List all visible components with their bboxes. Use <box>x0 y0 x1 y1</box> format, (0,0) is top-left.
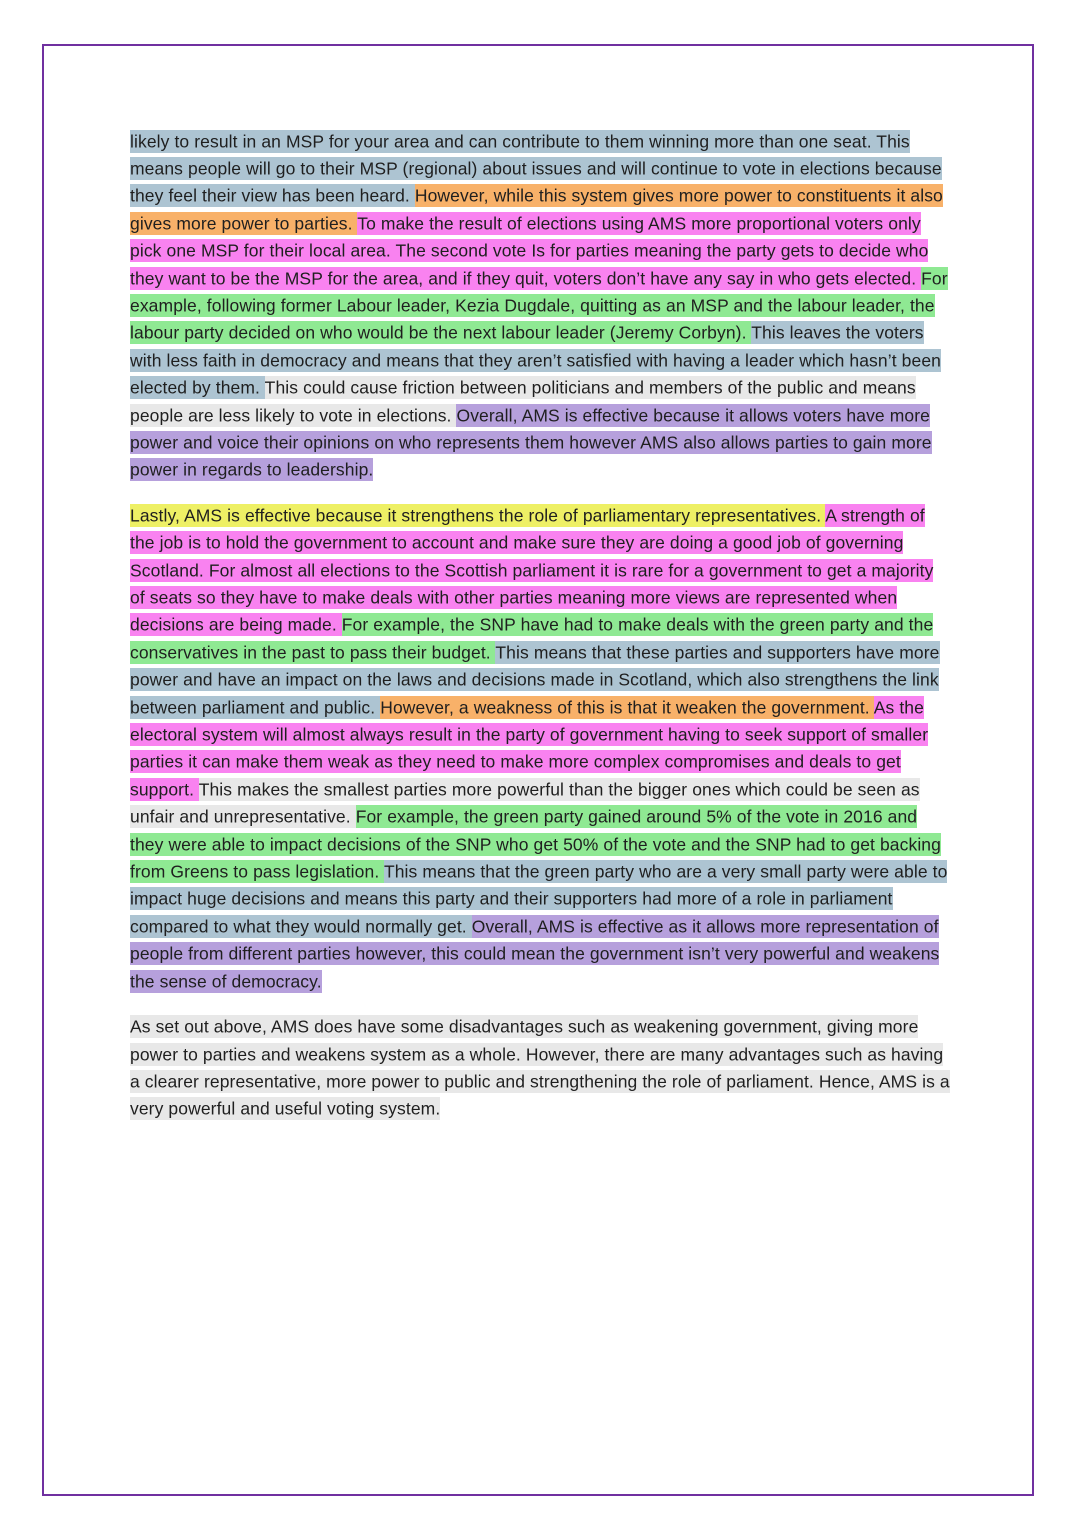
highlighted-sentence: A strength of the job is to hold the government to account and make sure they are doing a good job of governing Scotland. For almost all elections to the Scottish parliament it is rare for a government to get a majority of seats so they have to make deals with other parties meaning more views are represented when decisions are being made. <box>130 505 934 635</box>
highlighted-sentence: However, while this system gives more power to constituents it also gives more power to parties. <box>130 185 943 234</box>
highlighted-sentence: For example, the SNP have had to make deals with the green party and the conservatives in the past to pass their budget. <box>130 614 934 663</box>
highlighted-sentence: This means that these parties and supporters have more power and have an impact on the laws and decisions made in Scotland, which also strengthens the link between parliament and public. <box>130 642 940 718</box>
document-body <box>130 128 952 1141</box>
highlighted-sentence: Overall, AMS is effective as it allows more representation of people from different parties however, this could mean the government isn’t very powerful and weakens the sense of democracy. <box>130 916 940 992</box>
highlighted-sentence: As the electoral system will almost always result in the party of government having to seek support of smaller parties it can make them weak as they need to make more complex compromises and deals to get support. <box>130 697 929 800</box>
highlighted-sentence: likely to result in an MSP for your area and can contribute to them winning more than one seat. This means people will go to their MSP (regional) about issues and will continue to vote in elections because they feel their view has been heard. <box>130 131 942 206</box>
highlighted-sentence: This could cause friction between politicians and members of the public and means people are less likely to vote in elections. <box>130 377 916 426</box>
highlighted-sentence: For example, following former Labour leader, Kezia Dugdale, quitting as an MSP and the labour leader, the labour party decided on who would be the next labour leader (Jeremy Corbyn). <box>130 268 948 343</box>
highlighted-sentence: For example, the green party gained around 5% of the vote in 2016 and they were able to impact decisions of the SNP who get 50% of the vote and the SNP had to get backing from Greens to pass legislation. <box>130 806 941 882</box>
highlighted-sentence: Lastly, AMS is effective because it strengthens the role of parliamentary representatives. <box>130 505 826 526</box>
highlighted-sentence: This makes the smallest parties more powerful than the bigger ones which could be seen as unfair and unrepresentative. <box>130 779 920 827</box>
highlighted-sentence: This leaves the voters with less faith in democracy and means that they aren’t satisfied with having a leader which hasn’t been elected by them. <box>130 322 941 398</box>
paragraph <box>130 128 952 484</box>
highlighted-sentence: To make the result of elections using AMS more proportional voters only pick one MSP for their local area. The second vote Is for parties meaning the party gets to decide who they want to be the MSP for the area, and if they quit, voters don’t have any say in who gets elected. <box>130 213 929 289</box>
paragraph <box>130 502 952 995</box>
paragraph <box>130 1014 952 1124</box>
highlighted-sentence: This means that the green party who are a very small party were able to impact huge decisions and means this party and their supporters had more of a role in parliament compared to what they would normally get. <box>130 861 948 937</box>
highlighted-sentence: As set out above, AMS does have some disadvantages such as weakening government, giving more power to parties and weakens system as a whole. However, there are many advantages such as having a clearer representative, more power to public and strengthening the role of parliament. Hence, AMS is a very powerful and useful voting system. <box>130 1016 950 1119</box>
highlighted-sentence: However, a weakness of this is that it weaken the government. <box>380 697 874 718</box>
highlighted-sentence: Overall, AMS is effective because it allows voters have more power and voice their opinions on who represents them however AMS also allows parties to gain more power in regards to leadership. <box>130 405 932 480</box>
